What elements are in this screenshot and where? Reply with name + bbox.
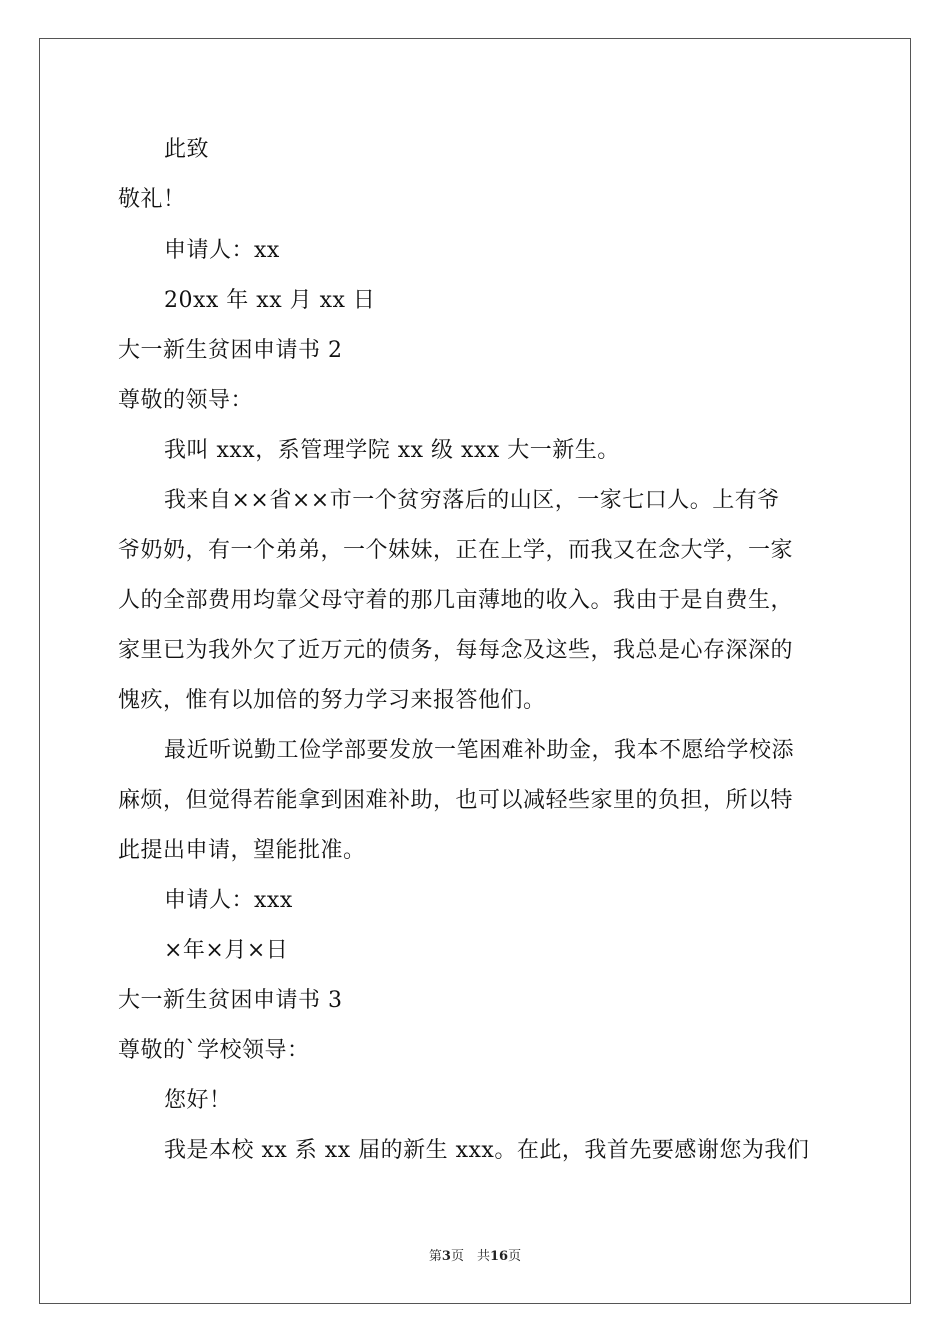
text-line: 20xx 年 xx 月 xx 日 xyxy=(164,288,376,313)
footer-prefix: 第 xyxy=(428,1249,442,1264)
text-line: 最近听说勤工俭学部要发放一笔困难补助金，我本不愿给学校添 xyxy=(164,738,795,763)
text-line: 申请人：xxx xyxy=(164,888,293,913)
salutation: 尊敬的领导： xyxy=(118,388,254,413)
text-line: ×年×月×日 xyxy=(164,938,289,963)
text-line: 敬礼！ xyxy=(118,187,186,212)
salutation: 尊敬的`学校领导： xyxy=(118,1038,310,1063)
page-number: 3 xyxy=(441,1249,451,1264)
text-line: 家里已为我外欠了近万元的债务，每每念及这些，我总是心存深深的 xyxy=(118,638,794,663)
text-line: 麻烦，但觉得若能拿到困难补助，也可以减轻些家里的负担，所以特 xyxy=(118,788,794,813)
section-heading: 大一新生贫困申请书 2 xyxy=(118,338,343,363)
text-line: 申请人：xx xyxy=(164,238,280,263)
total-pages: 16 xyxy=(489,1249,509,1264)
text-line: 人的全部费用均靠父母守着的那几亩薄地的收入。我由于是自费生， xyxy=(118,588,794,613)
text-line: 您好！ xyxy=(164,1088,232,1113)
section-heading: 大一新生贫困申请书 3 xyxy=(118,988,343,1013)
text-line: 我是本校 xx 系 xx 届的新生 xxx。在此，我首先要感谢您为我们 xyxy=(164,1138,810,1163)
footer-mid: 页 共 xyxy=(450,1249,490,1264)
text-line: 此提出申请，望能批准。 xyxy=(118,838,366,863)
text-line: 爷奶奶，有一个弟弟，一个妹妹，正在上学，而我又在念大学，一家 xyxy=(118,538,794,563)
text-line: 我来自××省××市一个贫穷落后的山区，一家七口人。上有爷 xyxy=(164,488,780,513)
footer-suffix: 页 xyxy=(508,1249,522,1264)
text-line: 愧疚，惟有以加倍的努力学习来报答他们。 xyxy=(118,688,546,713)
page-footer xyxy=(0,1248,950,1266)
text-line: 我叫 xxx，系管理学院 xx 级 xxx 大一新生。 xyxy=(164,438,620,463)
text-line: 此致 xyxy=(164,137,210,162)
